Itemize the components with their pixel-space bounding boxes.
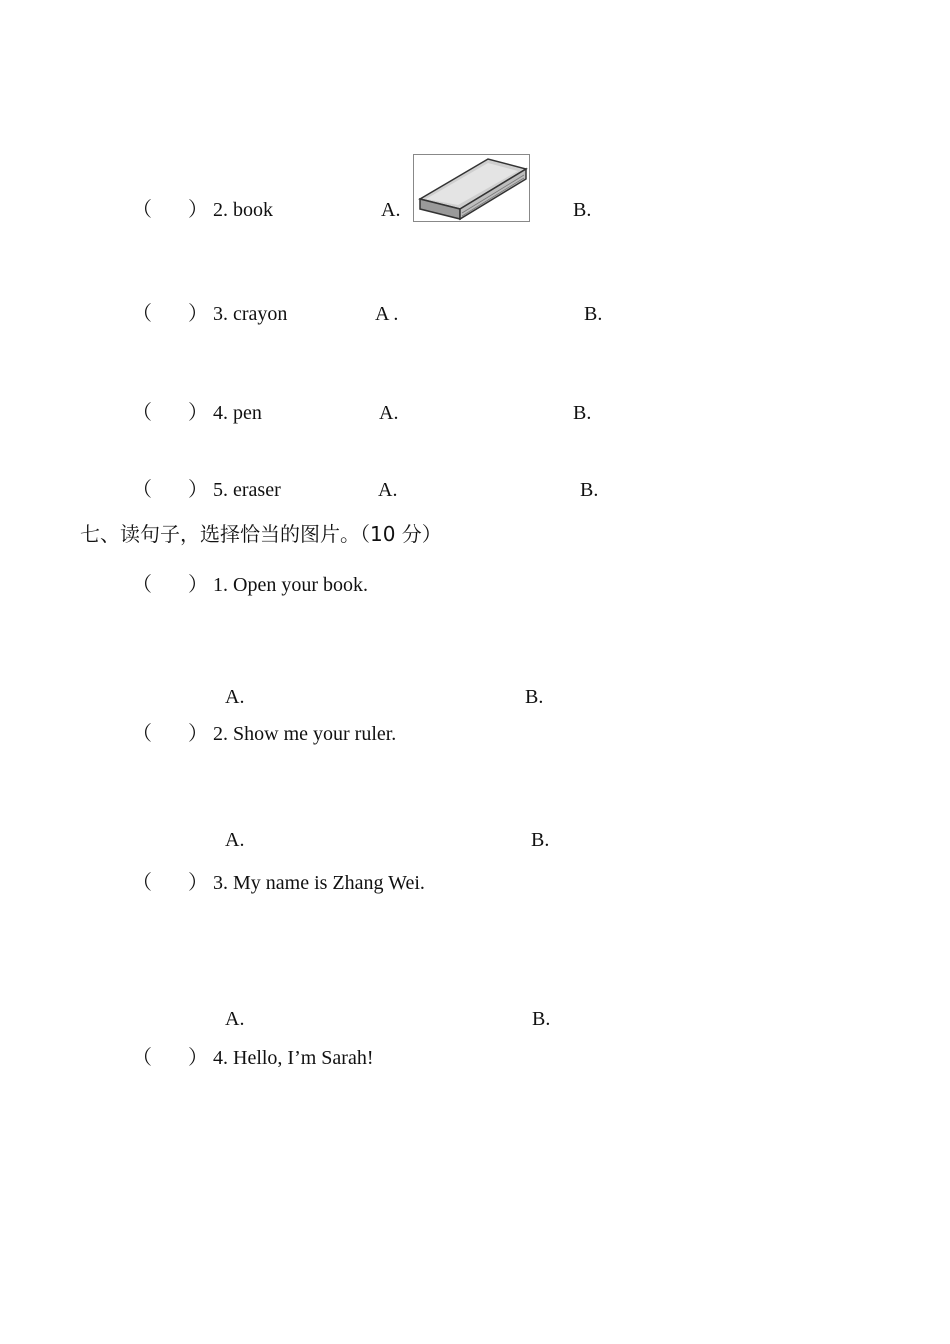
sentence-text: 1. Open your book. <box>213 574 368 596</box>
sentence-text: 4. Hello, I’m Sarah! <box>213 1047 374 1069</box>
option-b-label: B. <box>531 829 550 851</box>
section7-heading: 七、读句子，选择恰当的图片。（10 分） <box>80 522 442 546</box>
option-b-label: B. <box>580 479 599 501</box>
sentence-text: 3. My name is Zhang Wei. <box>213 872 425 894</box>
question-text: 3. crayon <box>213 303 288 325</box>
option-b-label: B. <box>584 303 603 325</box>
answer-paren-close: ） <box>188 199 208 221</box>
option-b-label: B. <box>532 1008 551 1030</box>
option-a-label: A. <box>378 479 398 501</box>
answer-paren-close: ） <box>188 723 208 745</box>
option-a-label: A. <box>225 686 245 708</box>
option-a-label: A. <box>379 402 399 424</box>
option-a-label: A. <box>225 1008 245 1030</box>
option-b-label: B. <box>525 686 544 708</box>
option-b-label: B. <box>573 402 592 424</box>
option-a-label: A. <box>381 199 401 221</box>
answer-paren-close: ） <box>188 479 208 501</box>
answer-paren-open: （ <box>132 199 152 221</box>
option-b-label: B. <box>573 199 592 221</box>
option-a-label: A. <box>225 829 245 851</box>
answer-paren-open: （ <box>132 303 152 325</box>
answer-paren-close: ） <box>188 872 208 894</box>
answer-paren-open: （ <box>132 1047 152 1069</box>
book-icon <box>413 154 530 222</box>
answer-paren-open: （ <box>132 574 152 596</box>
answer-paren-open: （ <box>132 872 152 894</box>
answer-paren-open: （ <box>132 402 152 424</box>
sentence-text: 2. Show me your ruler. <box>213 723 397 745</box>
answer-paren-open: （ <box>132 479 152 501</box>
answer-paren-close: ） <box>188 402 208 424</box>
answer-paren-open: （ <box>132 723 152 745</box>
answer-paren-close: ） <box>188 303 208 325</box>
question-text: 4. pen <box>213 402 262 424</box>
answer-paren-close: ） <box>188 1047 208 1069</box>
question-text: 5. eraser <box>213 479 281 501</box>
answer-paren-close: ） <box>188 574 208 596</box>
question-text: 2. book <box>213 199 273 221</box>
option-a-label: A . <box>375 303 399 325</box>
